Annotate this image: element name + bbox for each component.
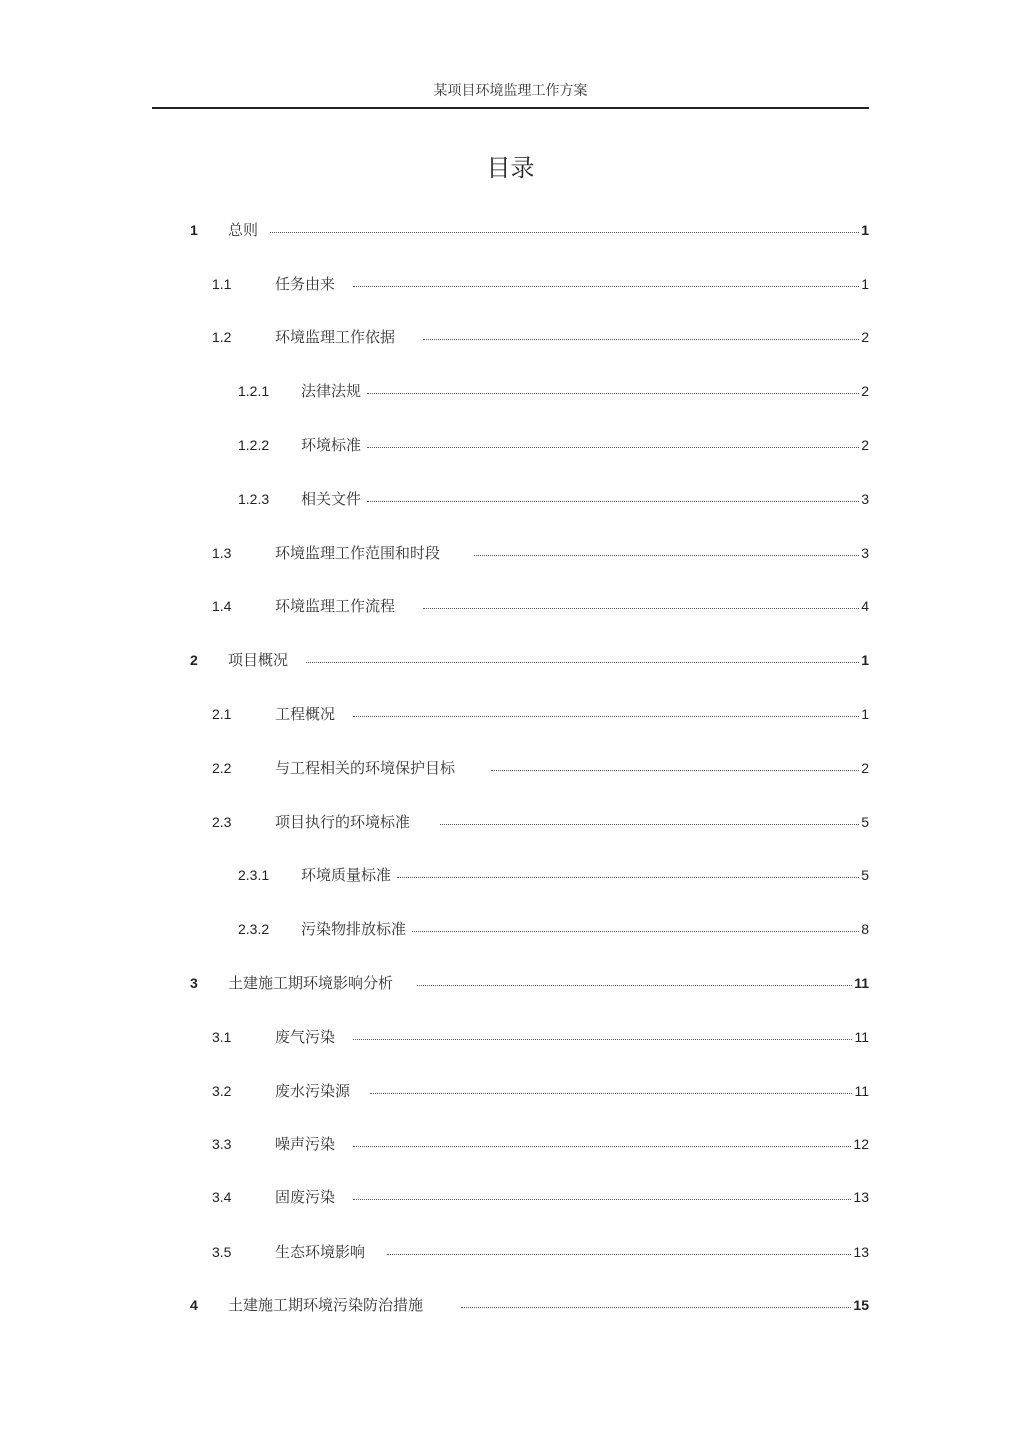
toc-entry-page: 15 [853, 1297, 869, 1313]
toc-entry-page: 11 [854, 1083, 869, 1099]
toc-entry-label: 项目概况 [228, 651, 289, 669]
dot-leader [423, 338, 859, 340]
toc-entry-label: 固废污染 [275, 1188, 336, 1206]
toc-entry-page: 2 [861, 760, 869, 776]
toc-entry-number: 2.1 [212, 706, 232, 722]
toc-entry-label: 废水污染源 [275, 1082, 351, 1100]
toc-entry-label: 环境监理工作流程 [275, 597, 396, 615]
toc-entry-2-3-1[interactable] [238, 864, 869, 884]
toc-entry-3-1[interactable] [212, 1026, 869, 1046]
dot-leader [353, 285, 859, 287]
dot-leader [461, 1306, 851, 1308]
toc-entry-page: 2 [861, 329, 869, 345]
dot-leader [474, 554, 859, 556]
toc-entry-page: 4 [861, 598, 869, 614]
toc-entry-4[interactable] [190, 1294, 869, 1314]
toc-entry-2[interactable] [190, 649, 869, 669]
toc-entry-page: 3 [861, 545, 869, 561]
toc-entry-number: 2.2 [212, 760, 232, 776]
toc-entry-label: 土建施工期环境影响分析 [228, 974, 394, 992]
toc-entry-1-4[interactable] [212, 595, 869, 615]
toc-entry-number: 3.1 [212, 1029, 232, 1045]
toc-entry-1-3[interactable] [212, 542, 869, 562]
toc-entry-label: 相关文件 [301, 490, 362, 508]
toc-entry-1-2[interactable] [212, 326, 869, 346]
toc-entry-2-3-2[interactable] [238, 918, 869, 938]
dot-leader [440, 823, 859, 825]
toc-entry-3-5[interactable] [212, 1241, 869, 1261]
toc-entry-1-2-3[interactable] [238, 488, 869, 508]
toc-entry-number: 2 [190, 652, 198, 668]
toc-entry-number: 1 [190, 222, 198, 238]
toc-entry-1-2-2[interactable] [238, 434, 869, 454]
toc-entry-number: 1.2.1 [238, 383, 270, 399]
dot-leader [370, 1092, 852, 1094]
dot-leader [412, 930, 859, 932]
toc-entry-label: 任务由来 [275, 275, 336, 293]
dot-leader [353, 715, 859, 717]
toc-entry-number: 3.2 [212, 1083, 232, 1099]
toc-entry-page: 11 [854, 975, 869, 991]
toc-entry-number: 1.2.2 [238, 437, 270, 453]
dot-leader [387, 1253, 851, 1255]
toc-entry-number: 3.4 [212, 1189, 232, 1205]
dot-leader [353, 1038, 852, 1040]
toc-entry-label: 环境监理工作范围和时段 [275, 544, 441, 562]
toc-entry-label: 生态环境影响 [275, 1243, 366, 1261]
toc-entry-number: 1.1 [212, 276, 232, 292]
toc-entry-page: 12 [853, 1136, 869, 1152]
toc-entry-label: 环境监理工作依据 [275, 328, 396, 346]
toc-entry-2-2[interactable] [212, 757, 869, 777]
toc-entry-label: 土建施工期环境污染防治措施 [228, 1296, 424, 1314]
toc-entry-3[interactable] [190, 972, 869, 992]
toc-entry-label: 噪声污染 [275, 1135, 336, 1153]
toc-entry-page: 2 [861, 383, 869, 399]
toc-entry-page: 3 [861, 491, 869, 507]
toc-entry-label: 工程概况 [275, 705, 336, 723]
toc-entry-page: 1 [861, 706, 869, 722]
toc-entry-label: 污染物排放标准 [301, 920, 407, 938]
toc-entry-3-3[interactable] [212, 1133, 869, 1153]
toc-entry-page: 5 [861, 814, 869, 830]
toc-entry-page: 13 [853, 1189, 869, 1205]
toc-entry-3-4[interactable] [212, 1186, 869, 1206]
toc-title: 目录 [486, 154, 535, 182]
toc-entry-page: 13 [853, 1244, 869, 1260]
toc-entry-number: 2.3 [212, 814, 232, 830]
dot-leader [353, 1198, 851, 1200]
toc-entry-number: 3.3 [212, 1136, 232, 1152]
toc-entry-number: 3.5 [212, 1244, 232, 1260]
toc-entry-number: 1.2.3 [238, 491, 270, 507]
dot-leader [423, 607, 859, 609]
toc-entry-label: 总则 [228, 221, 259, 239]
toc-entry-page: 8 [861, 921, 869, 937]
dot-leader [417, 984, 852, 986]
toc-entry-label: 与工程相关的环境保护目标 [275, 759, 456, 777]
toc-entry-number: 3 [190, 975, 198, 991]
toc-entry-page: 5 [861, 867, 869, 883]
toc-entry-1[interactable] [190, 219, 869, 239]
toc-entry-1-2-1[interactable] [238, 380, 869, 400]
running-header: 某项目环境监理工作方案 [433, 83, 588, 99]
toc-entry-label: 项目执行的环境标准 [275, 813, 411, 831]
toc-entry-3-2[interactable] [212, 1080, 869, 1100]
toc-entry-2-3[interactable] [212, 811, 869, 831]
toc-entry-1-1[interactable] [212, 273, 869, 293]
toc-entry-label: 环境标准 [301, 436, 362, 454]
toc-entry-number: 2.3.1 [238, 867, 270, 883]
toc-entry-page: 1 [861, 652, 869, 668]
toc-entry-number: 1.3 [212, 545, 232, 561]
dot-leader [367, 500, 859, 502]
dot-leader [491, 769, 859, 771]
toc-entry-number: 1.2 [212, 329, 232, 345]
dot-leader [397, 876, 859, 878]
toc-entry-number: 4 [190, 1297, 198, 1313]
dot-leader [367, 392, 859, 394]
dot-leader [353, 1145, 851, 1147]
toc-entry-label: 法律法规 [301, 382, 362, 400]
toc-entry-label: 废气污染 [275, 1028, 336, 1046]
toc-entry-2-1[interactable] [212, 703, 869, 723]
toc-entry-page: 11 [854, 1029, 869, 1045]
dot-leader [270, 231, 859, 233]
toc-entry-page: 2 [861, 437, 869, 453]
toc-entry-number: 2.3.2 [238, 921, 270, 937]
toc-entry-page: 1 [861, 222, 869, 238]
toc-entry-page: 1 [861, 276, 869, 292]
toc-entry-label: 环境质量标准 [301, 866, 392, 884]
dot-leader [306, 661, 859, 663]
dot-leader [367, 446, 859, 448]
toc-entry-number: 1.4 [212, 598, 232, 614]
